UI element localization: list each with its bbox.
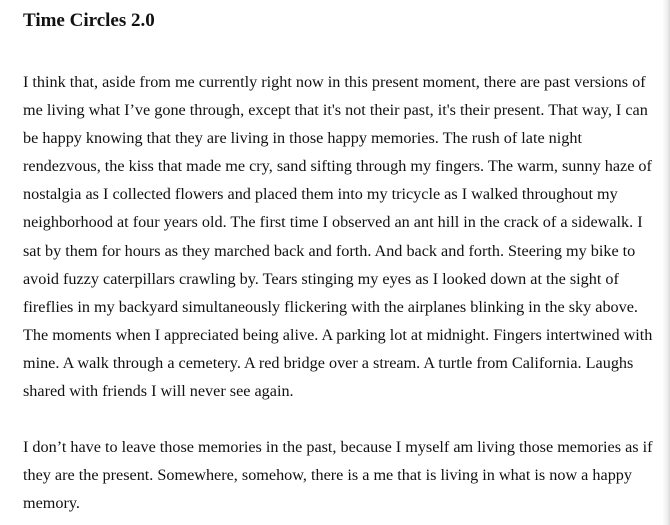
paragraph-line: they are the present. Somewhere, somehow, there is a me that is living in what is now a happy bbox=[23, 466, 632, 485]
paragraph-line: neighborhood at four years old. The first time I observed an ant hill in the crack of a sidewalk. I bbox=[23, 213, 643, 232]
paragraph-line: sat by them for hours as they marched back and forth. And back and forth. Steering my bike to bbox=[23, 241, 636, 260]
paragraph-line: fireflies in my backyard simultaneously flickering with the airplanes blinking in the sky above. bbox=[23, 297, 638, 316]
paragraph-line: nostalgia as I collected flowers and placed them into my tricycle as I walked throughout my bbox=[23, 185, 618, 204]
paragraph-2 bbox=[23, 433, 653, 517]
paragraph-line: memory. bbox=[23, 494, 80, 513]
paragraph-line: be happy knowing that they are living in those happy memories. The rush of late night bbox=[23, 129, 582, 148]
paragraph-line: mine. A walk through a cemetery. A red bridge over a stream. A turtle from California. Laughs bbox=[23, 353, 634, 372]
page-edge-shadow bbox=[662, 0, 670, 525]
paragraph-line: avoid fuzzy caterpillars crawling by. Tears stinging my eyes as I looked down at the sight of bbox=[23, 269, 619, 288]
paragraph-line: The moments when I appreciated being alive. A parking lot at midnight. Fingers intertwined with bbox=[23, 325, 653, 344]
document-title: Time Circles 2.0 bbox=[23, 10, 155, 31]
paragraph-line: I think that, aside from me currently right now in this present moment, there are past versions of bbox=[23, 73, 646, 91]
paragraph-1 bbox=[23, 68, 652, 405]
paragraph-line: shared with friends I will never see again. bbox=[23, 382, 294, 401]
paragraph-line: I don’t have to leave those memories in the past, because I myself am living those memories as if bbox=[23, 438, 653, 456]
paragraph-line: me living what I’ve gone through, except that it's not their past, it's their present. That way, I can bbox=[23, 101, 648, 120]
paragraph-line: rendezvous, the kiss that made me cry, sand sifting through my fingers. The warm, sunny haze of bbox=[23, 157, 652, 176]
